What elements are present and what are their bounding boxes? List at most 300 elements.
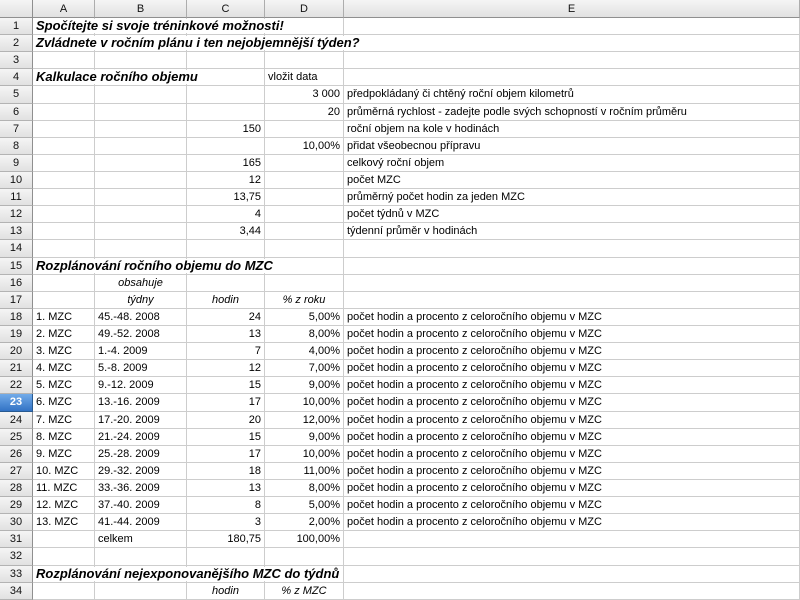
cell-text: 20: [327, 105, 340, 118]
cell-B31[interactable]: [95, 531, 187, 548]
cell-A2[interactable]: [33, 35, 360, 52]
row-header-10[interactable]: 10: [0, 172, 33, 189]
row-header-18[interactable]: 18: [0, 309, 33, 326]
cell-D14[interactable]: [265, 240, 344, 257]
cell-E7[interactable]: [344, 121, 800, 138]
row-header-2[interactable]: 2: [0, 35, 33, 52]
cell-B29[interactable]: [95, 497, 187, 514]
cell-E34[interactable]: [344, 583, 800, 600]
cell-C26[interactable]: [187, 446, 265, 463]
row-header-19[interactable]: 19: [0, 326, 33, 343]
row-header-28[interactable]: 28: [0, 480, 33, 497]
cell-B34[interactable]: [95, 583, 187, 600]
cell-A4[interactable]: [33, 69, 198, 86]
cell-text: 12. MZC: [36, 499, 79, 512]
cell-D17[interactable]: [265, 292, 344, 309]
cell-D26[interactable]: [265, 446, 344, 463]
row-header-7[interactable]: 7: [0, 121, 33, 138]
cell-C5[interactable]: [187, 86, 265, 103]
cell-text: 7,00%: [308, 362, 340, 375]
cell-text: počet týdnů v MZC: [347, 208, 440, 221]
row-header-21[interactable]: 21: [0, 360, 33, 377]
cell-A14[interactable]: [33, 240, 95, 257]
sheet-row-11: [0, 189, 800, 206]
row-header-34[interactable]: 34: [0, 583, 33, 600]
sheet-row-3: [0, 52, 800, 69]
cell-A27[interactable]: [33, 463, 95, 480]
sheet-row-4: [0, 69, 800, 86]
row-header-30[interactable]: 30: [0, 514, 33, 531]
cell-E26[interactable]: [344, 446, 800, 463]
cell-A18[interactable]: [33, 309, 95, 326]
cell-A12[interactable]: [33, 206, 95, 223]
cell-A29[interactable]: [33, 497, 95, 514]
cell-C34[interactable]: [187, 583, 265, 600]
cell-text: počet hodin a procento z celoročního objemu v MZC: [347, 499, 602, 512]
cell-B7[interactable]: [95, 121, 187, 138]
cell-B16[interactable]: [95, 275, 187, 292]
cell-text: 10. MZC: [36, 464, 79, 477]
cell-text: průměrný počet hodin za jeden MZC: [347, 191, 525, 204]
cell-text: 3. MZC: [36, 345, 73, 358]
cell-B10[interactable]: [95, 172, 187, 189]
cell-B12[interactable]: [95, 206, 187, 223]
cell-E33[interactable]: [344, 566, 800, 583]
cell-C12[interactable]: [187, 206, 265, 223]
cell-C17[interactable]: [187, 292, 265, 309]
cell-B26[interactable]: [95, 446, 187, 463]
cell-E11[interactable]: [344, 189, 800, 206]
cell-text: hodin: [212, 293, 239, 306]
cell-A30[interactable]: [33, 514, 95, 531]
cell-E12[interactable]: [344, 206, 800, 223]
cell-text: 10,00%: [302, 447, 340, 460]
cell-E32[interactable]: [344, 548, 800, 565]
sheet-row-17: [0, 292, 800, 309]
cell-text: počet hodin a procento z celoročního objemu v MZC: [347, 430, 602, 443]
cell-D5[interactable]: [265, 86, 344, 103]
cell-D11[interactable]: [265, 189, 344, 206]
cell-C20[interactable]: [187, 343, 265, 360]
cell-D27[interactable]: [265, 463, 344, 480]
cell-D20[interactable]: [265, 343, 344, 360]
cell-E28[interactable]: [344, 480, 800, 497]
cell-text: 11,00%: [303, 464, 340, 477]
select-all-corner[interactable]: [0, 0, 33, 18]
cell-C30[interactable]: [187, 514, 265, 531]
cell-A1[interactable]: [33, 18, 284, 35]
cell-A32[interactable]: [33, 548, 95, 565]
sheet-row-19: [0, 326, 800, 343]
cell-E3[interactable]: [344, 52, 800, 69]
cell-B19[interactable]: [95, 326, 187, 343]
cell-text: 180,75: [227, 533, 261, 546]
sheet-row-14: [0, 240, 800, 257]
cell-E15[interactable]: [344, 258, 800, 275]
sheet-row-7: [0, 121, 800, 138]
row-header-4[interactable]: 4: [0, 69, 33, 86]
sheet-row-8: [0, 138, 800, 155]
cell-text: 13.-16. 2009: [98, 396, 160, 409]
row-header-15[interactable]: 15: [0, 258, 33, 275]
cell-C16[interactable]: [187, 275, 265, 292]
cell-C29[interactable]: [187, 497, 265, 514]
cell-E18[interactable]: [344, 309, 800, 326]
cell-A28[interactable]: [33, 480, 95, 497]
cell-C22[interactable]: [187, 377, 265, 394]
cell-text: celkem: [98, 533, 133, 546]
cell-A5[interactable]: [33, 86, 95, 103]
row-header-12[interactable]: 12: [0, 206, 33, 223]
cell-text: počet hodin a procento z celoročního objemu v MZC: [347, 396, 602, 409]
cell-text: počet hodin a procento z celoročního objemu v MZC: [347, 413, 602, 426]
cell-B27[interactable]: [95, 463, 187, 480]
cell-text: 9,00%: [308, 430, 340, 443]
cell-D34[interactable]: [265, 583, 344, 600]
cell-D7[interactable]: [265, 121, 344, 138]
cell-C7[interactable]: [187, 121, 265, 138]
cell-C18[interactable]: [187, 309, 265, 326]
cell-text: obsahuje: [118, 276, 163, 289]
cell-C24[interactable]: [187, 412, 265, 429]
cell-D24[interactable]: [265, 412, 344, 429]
cell-text: 1. MZC: [36, 310, 73, 323]
cell-text: počet hodin a procento z celoročního objemu v MZC: [347, 464, 602, 477]
cell-B25[interactable]: [95, 429, 187, 446]
cell-A24[interactable]: [33, 412, 95, 429]
row-header-27[interactable]: 27: [0, 463, 33, 480]
cell-E16[interactable]: [344, 275, 800, 292]
cell-E5[interactable]: [344, 86, 800, 103]
column-header-d[interactable]: D: [265, 0, 344, 18]
row-header-17[interactable]: 17: [0, 292, 33, 309]
cell-E6[interactable]: [344, 104, 800, 121]
cell-B24[interactable]: [95, 412, 187, 429]
sheet-row-32: [0, 548, 800, 565]
row-header-29[interactable]: 29: [0, 497, 33, 514]
cell-text: počet hodin a procento z celoročního objemu v MZC: [347, 482, 602, 494]
cell-text: 9,00%: [308, 379, 340, 392]
cell-text: % z roku: [282, 293, 326, 306]
cell-E17[interactable]: [344, 292, 800, 309]
row-header-9[interactable]: 9: [0, 155, 33, 172]
cell-C25[interactable]: [187, 429, 265, 446]
cell-B6[interactable]: [95, 104, 187, 121]
cell-E31[interactable]: [344, 531, 800, 548]
cell-A15[interactable]: [33, 257, 273, 275]
sheet-row-5: [0, 86, 800, 103]
cell-text: 8. MZC: [36, 430, 73, 443]
cell-B17[interactable]: [95, 292, 187, 309]
sheet-row-27: [0, 463, 800, 480]
cell-text: 20: [248, 413, 261, 426]
cell-B9[interactable]: [95, 155, 187, 172]
row-header-25[interactable]: 25: [0, 429, 33, 446]
cell-C11[interactable]: [187, 189, 265, 206]
cell-D28[interactable]: [265, 480, 344, 497]
sheet-row-31: [0, 531, 800, 548]
cell-text: předpokládaný či chtěný roční objem kilometrů: [347, 88, 574, 101]
cell-B3[interactable]: [95, 52, 187, 69]
cell-B18[interactable]: [95, 309, 187, 326]
cell-text: 2,00%: [308, 516, 340, 529]
cell-text: 15: [248, 430, 261, 443]
cell-C28[interactable]: [187, 480, 265, 497]
cell-A31[interactable]: [33, 531, 95, 548]
cell-A7[interactable]: [33, 121, 95, 138]
sheet-body: [0, 18, 800, 600]
cell-C13[interactable]: [187, 223, 265, 240]
cell-text: počet hodin a procento z celoročního objemu v MZC: [347, 516, 602, 529]
cell-text: přidat všeobecnou přípravu: [347, 139, 481, 152]
sheet-row-18: [0, 309, 800, 326]
row-header-20[interactable]: 20: [0, 343, 33, 360]
cell-A33[interactable]: [33, 565, 340, 583]
cell-E1[interactable]: [344, 18, 800, 35]
cell-E19[interactable]: [344, 326, 800, 343]
row-header-33[interactable]: 33: [0, 566, 33, 583]
cell-A19[interactable]: [33, 326, 95, 343]
row-header-22[interactable]: 22: [0, 377, 33, 394]
cell-E8[interactable]: [344, 138, 800, 155]
cell-text: Rozplánování ročního objemu do MZC: [36, 257, 273, 273]
cell-B23[interactable]: [95, 394, 187, 411]
cell-A25[interactable]: [33, 429, 95, 446]
cell-A16[interactable]: [33, 275, 95, 292]
cell-D30[interactable]: [265, 514, 344, 531]
cell-C6[interactable]: [187, 104, 265, 121]
cell-B20[interactable]: [95, 343, 187, 360]
cell-text: 25.-28. 2009: [98, 447, 160, 460]
sheet-row-25: [0, 429, 800, 446]
cell-C31[interactable]: [187, 531, 265, 548]
cell-C9[interactable]: [187, 155, 265, 172]
cell-text: 13,75: [233, 191, 261, 204]
cell-C3[interactable]: [187, 52, 265, 69]
sheet-row-23: [0, 394, 800, 411]
cell-B30[interactable]: [95, 514, 187, 531]
cell-D25[interactable]: [265, 429, 344, 446]
cell-text: 17: [248, 396, 261, 409]
row-header-5[interactable]: 5: [0, 86, 33, 103]
cell-text: 100,00%: [296, 533, 340, 546]
cell-A10[interactable]: [33, 172, 95, 189]
row-header-14[interactable]: 14: [0, 240, 33, 257]
cell-A3[interactable]: [33, 52, 95, 69]
cell-text: 5. MZC: [36, 379, 73, 392]
cell-A22[interactable]: [33, 377, 95, 394]
sheet-row-29: [0, 497, 800, 514]
cell-text: 9.-12. 2009: [98, 379, 154, 392]
cell-D6[interactable]: [265, 104, 344, 121]
row-header-16[interactable]: 16: [0, 275, 33, 292]
sheet-row-33: [0, 566, 800, 583]
cell-E30[interactable]: [344, 514, 800, 531]
sheet-row-30: [0, 514, 800, 531]
cell-text: 7: [254, 345, 261, 358]
cell-D19[interactable]: [265, 326, 344, 343]
row-header-1[interactable]: 1: [0, 18, 33, 35]
row-header-26[interactable]: 26: [0, 446, 33, 463]
cell-D13[interactable]: [265, 223, 344, 240]
cell-text: Zvládnete v ročním plánu i ten nejobjemnější týden?: [36, 35, 360, 51]
sheet-row-13: [0, 223, 800, 240]
cell-text: počet hodin a procento z celoročního objemu v MZC: [347, 345, 602, 358]
cell-text: 45.-48. 2008: [98, 310, 160, 323]
cell-D12[interactable]: [265, 206, 344, 223]
cell-D16[interactable]: [265, 275, 344, 292]
cell-C4[interactable]: [187, 69, 265, 86]
cell-text: 10,00%: [302, 396, 340, 409]
cell-text: 21.-24. 2009: [98, 430, 160, 443]
cell-A26[interactable]: [33, 446, 95, 463]
cell-text: 5,00%: [308, 310, 340, 323]
cell-A34[interactable]: [33, 583, 95, 600]
row-header-13[interactable]: 13: [0, 223, 33, 240]
cell-C19[interactable]: [187, 326, 265, 343]
column-header-e[interactable]: E: [344, 0, 800, 18]
row-header-3[interactable]: 3: [0, 52, 33, 69]
cell-text: 4,00%: [308, 345, 340, 358]
cell-text: hodin: [212, 584, 239, 597]
cell-text: 3: [254, 516, 261, 529]
sheet-row-24: [0, 412, 800, 429]
cell-B14[interactable]: [95, 240, 187, 257]
cell-text: 1.-4. 2009: [98, 345, 148, 358]
cell-D21[interactable]: [265, 360, 344, 377]
cell-E13[interactable]: [344, 223, 800, 240]
cell-D32[interactable]: [265, 548, 344, 565]
cell-B28[interactable]: [95, 480, 187, 497]
cell-E29[interactable]: [344, 497, 800, 514]
cell-text: 13. MZC: [36, 516, 79, 529]
sheet-row-26: [0, 446, 800, 463]
column-header-a[interactable]: A: [33, 0, 95, 18]
cell-text: celkový roční objem: [347, 156, 445, 169]
cell-A6[interactable]: [33, 104, 95, 121]
cell-C23[interactable]: [187, 394, 265, 411]
column-header-b[interactable]: B: [95, 0, 187, 18]
cell-D9[interactable]: [265, 155, 344, 172]
cell-text: počet MZC: [347, 174, 401, 187]
cell-text: 9. MZC: [36, 447, 73, 460]
cell-A11[interactable]: [33, 189, 95, 206]
sheet-row-10: [0, 172, 800, 189]
cell-B13[interactable]: [95, 223, 187, 240]
sheet-row-15: [0, 258, 800, 275]
row-header-32[interactable]: 32: [0, 548, 33, 565]
cell-A21[interactable]: [33, 360, 95, 377]
cell-text: 33.-36. 2009: [98, 482, 160, 494]
cell-E4[interactable]: [344, 69, 800, 86]
cell-D29[interactable]: [265, 497, 344, 514]
cell-text: počet hodin a procento z celoročního objemu v MZC: [347, 362, 602, 375]
cell-text: 3,44: [239, 225, 261, 238]
sheet-row-21: [0, 360, 800, 377]
cell-text: počet hodin a procento z celoročního objemu v MZC: [347, 310, 602, 323]
cell-E21[interactable]: [344, 360, 800, 377]
cell-A23[interactable]: [33, 394, 95, 411]
cell-C27[interactable]: [187, 463, 265, 480]
cell-D31[interactable]: [265, 531, 344, 548]
cell-D23[interactable]: [265, 394, 344, 411]
cell-E23[interactable]: [344, 394, 800, 411]
cell-text: 10,00%: [302, 139, 340, 152]
row-header-8[interactable]: 8: [0, 138, 33, 155]
cell-B11[interactable]: [95, 189, 187, 206]
cell-E20[interactable]: [344, 343, 800, 360]
cell-text: 37.-40. 2009: [98, 499, 160, 512]
sheet-row-16: [0, 275, 800, 292]
cell-B5[interactable]: [95, 86, 187, 103]
cell-D15[interactable]: [265, 258, 344, 275]
cell-A8[interactable]: [33, 138, 95, 155]
row-header-31[interactable]: 31: [0, 531, 33, 548]
cell-E22[interactable]: [344, 377, 800, 394]
cell-text: 15: [248, 379, 261, 392]
column-header-row: [0, 0, 800, 18]
cell-text: týdny: [127, 293, 154, 306]
cell-text: týdenní průměr v hodinách: [347, 225, 478, 238]
cell-E9[interactable]: [344, 155, 800, 172]
sheet-row-20: [0, 343, 800, 360]
sheet-row-22: [0, 377, 800, 394]
cell-D3[interactable]: [265, 52, 344, 69]
cell-E10[interactable]: [344, 172, 800, 189]
cell-C32[interactable]: [187, 548, 265, 565]
row-header-24[interactable]: 24: [0, 412, 33, 429]
cell-D22[interactable]: [265, 377, 344, 394]
cell-C14[interactable]: [187, 240, 265, 257]
cell-B32[interactable]: [95, 548, 187, 565]
cell-text: 12: [248, 174, 261, 187]
cell-B22[interactable]: [95, 377, 187, 394]
column-header-c[interactable]: C: [187, 0, 265, 18]
cell-text: 13: [248, 328, 261, 341]
cell-C8[interactable]: [187, 138, 265, 155]
cell-text: Kalkulace ročního objemu: [36, 69, 198, 85]
cell-B8[interactable]: [95, 138, 187, 155]
cell-text: 13: [248, 482, 261, 494]
sheet-row-9: [0, 155, 800, 172]
cell-text: 4. MZC: [36, 362, 73, 375]
cell-A17[interactable]: [33, 292, 95, 309]
cell-E25[interactable]: [344, 429, 800, 446]
cell-B21[interactable]: [95, 360, 187, 377]
cell-D4[interactable]: [265, 69, 344, 86]
cell-E24[interactable]: [344, 412, 800, 429]
cell-text: 150: [242, 122, 261, 135]
cell-A13[interactable]: [33, 223, 95, 240]
cell-E27[interactable]: [344, 463, 800, 480]
cell-A9[interactable]: [33, 155, 95, 172]
cell-E14[interactable]: [344, 240, 800, 257]
cell-E2[interactable]: [344, 35, 800, 52]
cell-D8[interactable]: [265, 138, 344, 155]
cell-text: 18: [248, 464, 261, 477]
cell-C10[interactable]: [187, 172, 265, 189]
cell-text: 6. MZC: [36, 396, 73, 409]
sheet-row-2: [0, 35, 800, 52]
row-header-11[interactable]: 11: [0, 189, 33, 206]
cell-A20[interactable]: [33, 343, 95, 360]
row-header-23[interactable]: 23: [0, 394, 33, 411]
cell-D18[interactable]: [265, 309, 344, 326]
cell-D10[interactable]: [265, 172, 344, 189]
cell-C21[interactable]: [187, 360, 265, 377]
cell-text: Rozplánování nejexponovanějšího MZC do týdnů: [36, 565, 340, 581]
row-header-6[interactable]: 6: [0, 104, 33, 121]
